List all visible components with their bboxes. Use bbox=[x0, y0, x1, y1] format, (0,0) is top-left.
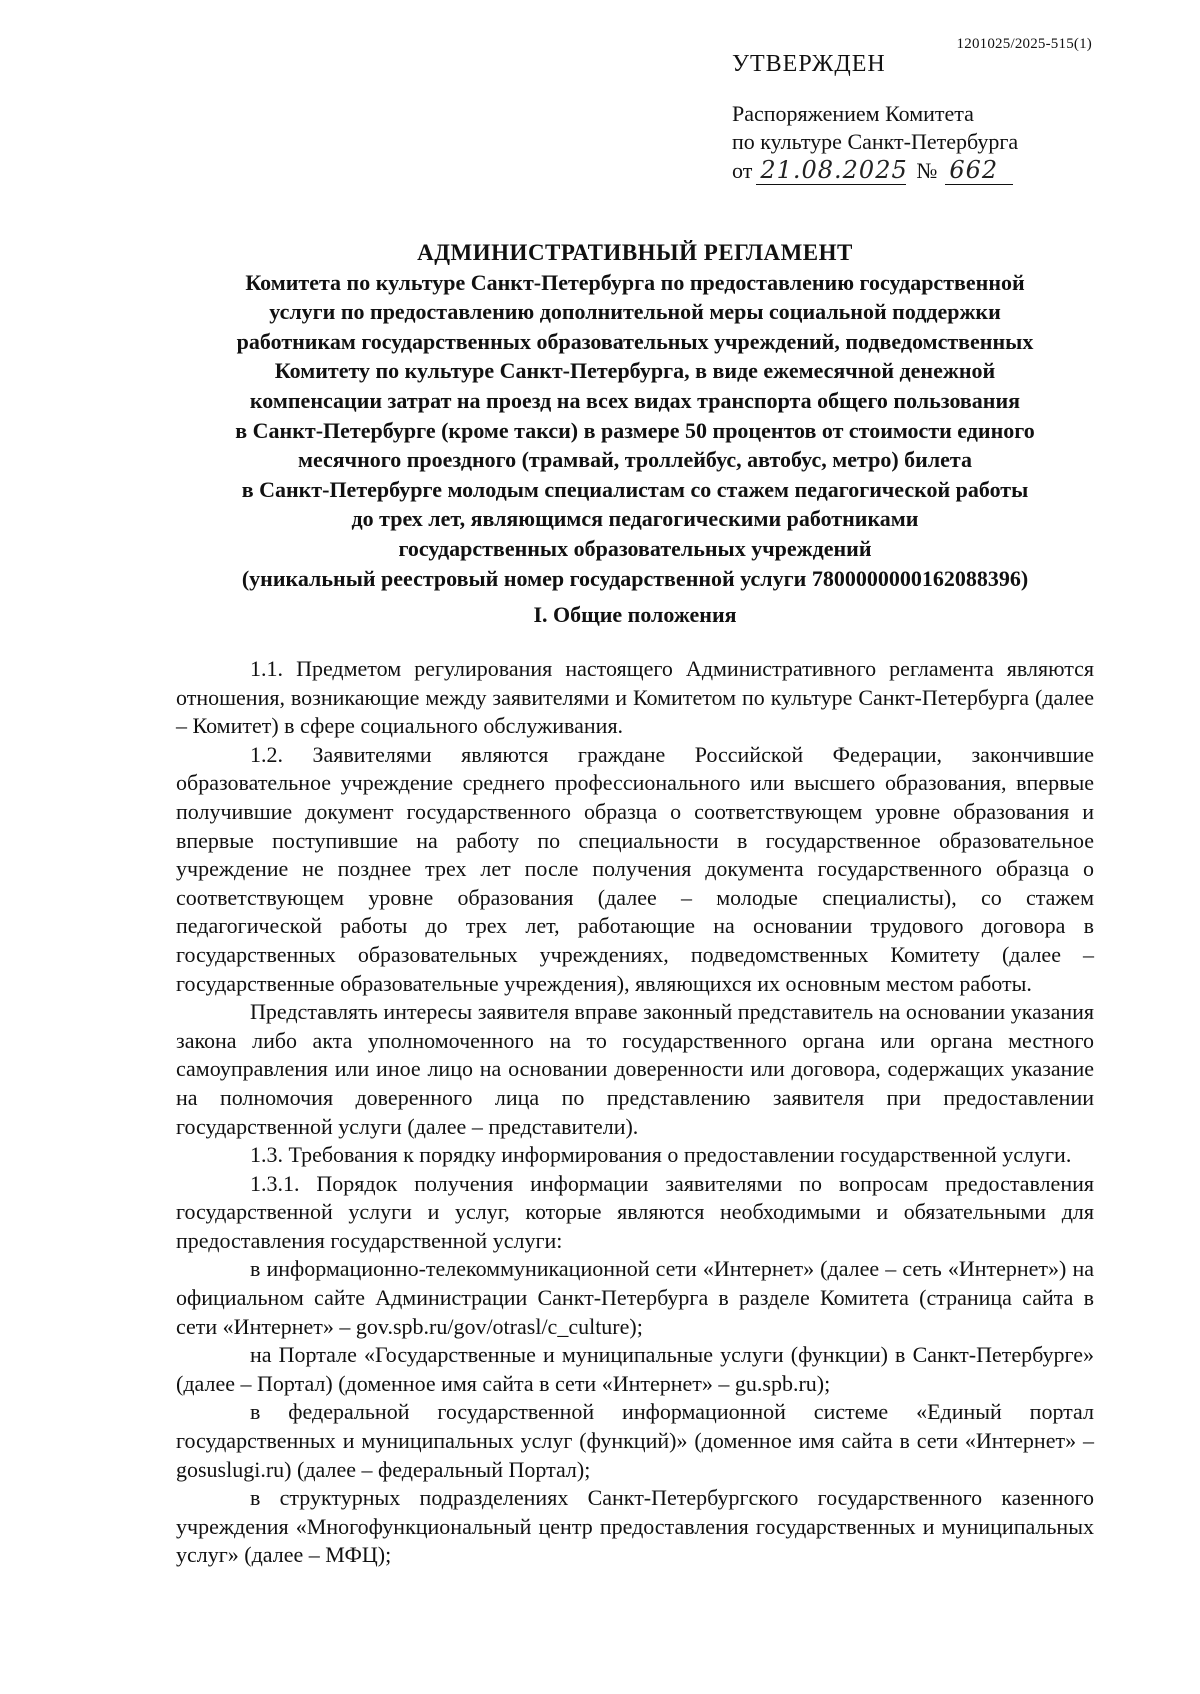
section-title: I. Общие положения bbox=[533, 602, 737, 627]
title-line: Комитета по культуре Санкт-Петербурга по предоставлению государственной bbox=[245, 269, 1025, 295]
title-line: Комитету по культуре Санкт-Петербурга, в виде ежемесячной денежной bbox=[274, 358, 996, 384]
paragraph: в структурных подразделениях Санкт-Петербургского государственного казенного учреждения «Многофункциональный центр предоставления государственных и муниципальных услуг» (далее – МФЦ); bbox=[176, 1485, 1094, 1568]
handwritten-number: 662 bbox=[945, 156, 1013, 185]
paragraph: 1.2. Заявителями являются граждане Российской Федерации, закончившие образовательное учреждение среднего профессионального или высшего образования, впервые получившие документ государственного образца о соответствующем уровне образования и впервые поступившие на работу по специальности в государственное образовательное учреждение не позднее трех лет после получения документа государственного образца о соответствующем уровне образования (далее – молодые специалисты), со стажем педагогической работы до трех лет, работающие на основании трудового договора в государственных образовательных учреждениях, подведомственных Комитету (далее – государственные образовательные учреждения), являющихся их основным местом работы. bbox=[176, 741, 1094, 996]
paragraph: 1.3. Требования к порядку информирования о предоставлении государственной услуги. bbox=[250, 1142, 1072, 1168]
from-label: от bbox=[732, 158, 753, 183]
title-line: до трех лет, являющимся педагогическими работниками bbox=[351, 506, 919, 532]
approval-date-number-line bbox=[732, 156, 1132, 185]
title-line: государственных образовательных учреждений bbox=[398, 535, 872, 561]
title-line: в Санкт-Петербурге (кроме такси) в размере 50 процентов от стоимости единого bbox=[235, 417, 1035, 443]
handwritten-date: 21.08.2025 bbox=[756, 156, 906, 185]
title-line: работникам государственных образовательных учреждений, подведомственных bbox=[236, 328, 1034, 354]
paragraph: на Портале «Государственные и муниципальные услуги (функции) в Санкт-Петербурге» (далее – Портал) (доменное имя сайта в сети «Интернет» – gu.spb.ru); bbox=[176, 1342, 1094, 1396]
approval-block bbox=[732, 50, 1132, 185]
section-body bbox=[176, 655, 1094, 1570]
paragraph: 1.3.1. Порядок получения информации заявителями по вопросам предоставления государственной услуги и услуг, которые являются необходимыми и обязательными для предоставления государственной услуги: bbox=[176, 1170, 1094, 1253]
title-line: услуги по предоставлению дополнительной меры социальной поддержки bbox=[269, 299, 1001, 325]
title-line: месячного проездного (трамвай, троллейбус, автобус, метро) билета bbox=[298, 447, 972, 473]
main-title: АДМИНИСТРАТИВНЫЙ РЕГЛАМЕНТ bbox=[417, 240, 853, 265]
paragraph: Представлять интересы заявителя вправе законный представитель на основании указания закона либо акта уполномоченного на то государственного органа или органа местного самоуправления или иное лицо на основании доверенности или договора, содержащих указание на полномочия доверенного лица по представлению заявителя при предоставлении государственной услуги (далее – представители). bbox=[176, 999, 1094, 1139]
document-number: 1201025/2025-515(1) bbox=[956, 36, 1092, 52]
approved-by-line-2: по культуре Санкт-Петербурга bbox=[732, 129, 1019, 154]
approved-by-line-1: Распоряжением Комитета bbox=[732, 101, 974, 126]
regulation-title bbox=[170, 238, 1100, 593]
number-label: № bbox=[916, 158, 938, 183]
title-line: (уникальный реестровый номер государственной услуги 7800000000162088396) bbox=[241, 565, 1029, 591]
paragraph: в федеральной государственной информационной системе «Единый портал государственных и муниципальных услуг (функций)» (доменное имя сайта в сети «Интернет» – gosuslugi.ru) (далее – федеральный Портал); bbox=[176, 1399, 1094, 1482]
approved-heading: УТВЕРЖДЕН bbox=[732, 51, 886, 77]
paragraph: 1.1. Предметом регулирования настоящего Административного регламента являются отношения, возникающие между заявителями и Комитетом по культуре Санкт-Петербурга (далее – Комитет) в сфере социального обслуживания. bbox=[176, 656, 1094, 739]
paragraph: в информационно-телекоммуникационной сети «Интернет» (далее – сеть «Интернет») на официальном сайте Администрации Санкт-Петербурга в разделе Комитета (страница сайта в сети «Интернет» – gov.spb.ru/gov/otrasl/c_culture); bbox=[176, 1256, 1094, 1339]
title-line: в Санкт-Петербурге молодым специалистам со стажем педагогической работы bbox=[241, 476, 1029, 502]
title-line: компенсации затрат на проезд на всех видах транспорта общего пользования bbox=[249, 387, 1021, 413]
